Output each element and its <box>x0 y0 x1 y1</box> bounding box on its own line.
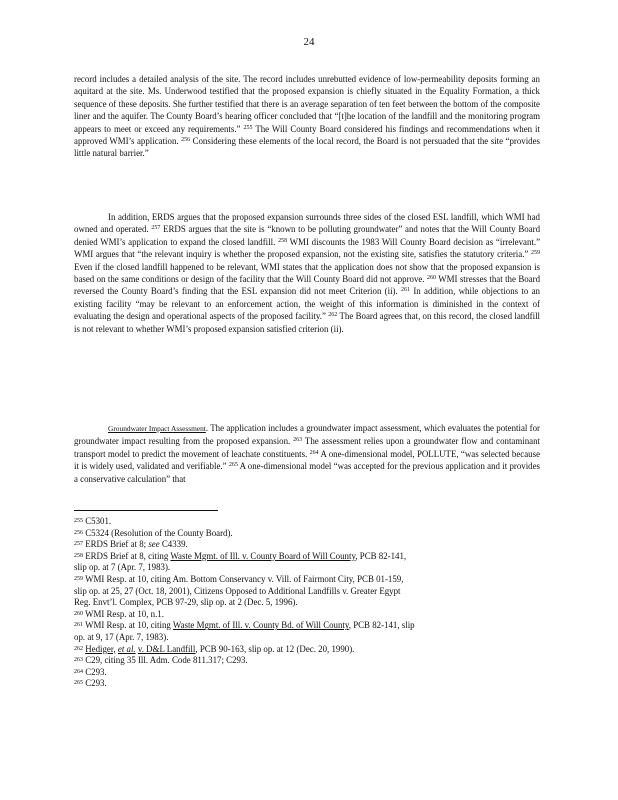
case-name-etal: et al. <box>117 643 136 654</box>
footnote-ref: 265 <box>228 462 238 469</box>
footnote-text: , PCB 90-163, slip op. at 12 (Dec. 20, 1990). <box>195 643 355 654</box>
footnote-258 <box>74 551 540 574</box>
sentence: ERDS argues that the site is “known to be polluting groundwater” and notes that the Will County Board denied WMI’s application to expand the closed landfill. <box>74 224 541 247</box>
footnote-263 <box>74 655 540 667</box>
footnote-number: 261 <box>74 622 83 629</box>
footnote-number: 256 <box>74 529 83 536</box>
footnote-265 <box>74 678 540 690</box>
footnote-number: 263 <box>74 657 83 664</box>
footnote-number: 264 <box>74 668 83 675</box>
sentence: WMI discounts the 1983 Will County Board decision as “irrelevant.” WMI argues that “the relevant inquiry is whether the proposed expansion, not the existing site, satisfies the statutory criteria.” <box>74 236 541 260</box>
footnote-text: , PCB 82-141, <box>355 550 407 561</box>
sentence: The Will County Board considered his findings and recommendations when it approved WMI’s application. <box>74 123 540 147</box>
footnote-261 <box>74 620 540 643</box>
footnote-260 <box>74 609 540 621</box>
footnote-256 <box>74 528 540 540</box>
footnote-text: ERDS Brief at 8, citing <box>85 550 171 561</box>
footnote-text-continued: slip op. at 7 (Apr. 7, 1983). <box>74 562 171 573</box>
case-name: Waste Mgmt. of Ill. v. County Bd. of Will County <box>172 620 349 631</box>
case-name: Hediger, <box>85 643 116 654</box>
footnote-number: 255 <box>74 518 83 524</box>
footnote-divider <box>74 510 218 511</box>
footnote-text-continued: slip op. at 25, 27 (Oct. 18, 2001), Citizens Opposed to Additional Landfills v. Greater Egypt <box>74 585 401 596</box>
sentence: record includes a detailed analysis of the site. The record includes unrebutted evidence of low-permeability deposits forming an aquitard at the site. Ms. Underwood testified that the proposed expansion is chiefly situated in the Equality Formation, a thick sequence of these deposits. She further testified that there is an average separation of ten feet between the bottom of the composite liner and the aquifer. The County Board’s hearing officer concluded that “[t]he location of the landfill and the monitoring program appears to meet or exceed any requirements.” <box>74 74 540 134</box>
footnote-text: C5324 (Resolution of the County Board). <box>85 527 233 538</box>
sentence: The Board agrees that, on this record, the closed landfill is not relevant to whether WMI’s proposed expansion satisfied criterion (ii). <box>74 311 540 334</box>
sentence: A one-dimensional model “was accepted for the previous application and it provides a conservative calculation” that <box>74 461 541 484</box>
footnote-255 <box>74 516 540 528</box>
paragraph-erds-argument <box>74 211 540 335</box>
footnote-ref: 263 <box>293 437 303 444</box>
footnote-ref: 258 <box>278 237 288 244</box>
page-number: 24 <box>303 36 315 48</box>
sentence: . The application includes a groundwater impact assessment, which evaluates the potential for groundwater impact resulting from the proposed expansion. <box>74 423 540 447</box>
footnote-text: C293. <box>85 666 107 677</box>
footnote-number: 257 <box>74 541 83 548</box>
footnote-262 <box>74 644 540 656</box>
footnote-text: C293. <box>85 678 107 689</box>
footnote-ref: 256 <box>181 137 191 144</box>
footnote-ref: 261 <box>401 287 411 294</box>
footnote-number: 258 <box>74 552 83 559</box>
sentence: The assessment relies upon a groundwater flow and contaminant transport model to predict the movement of leachate constituents. <box>74 436 541 459</box>
footnotes <box>74 516 540 690</box>
footnote-ref: 262 <box>328 312 338 319</box>
footnote-number: 265 <box>74 680 83 687</box>
footnote-264 <box>74 667 540 679</box>
sentence: Even if the closed landfill happened to be relevant, WMI states that the application does not show that the proposed expansion is based on the same conditions or design of the facility that the Will County Board did not approve. <box>74 261 540 285</box>
footnote-text: , PCB 82-141, slip <box>348 620 415 631</box>
footnote-text: ERDS Brief at 8; <box>85 539 149 550</box>
footnote-text-continued: op. at 9, 17 (Apr. 7, 1983). <box>74 631 169 642</box>
sentence: In addition, ERDS argues that the proposed expansion surrounds three sides of the closed ESL landfill, which WMI had owned and operated. <box>74 212 540 235</box>
footnote-text: C5301. <box>85 516 112 526</box>
footnote-ref: 255 <box>243 124 253 131</box>
case-name: v. D&L Landfill <box>137 643 196 654</box>
footnote-text: WMI Resp. at 10, citing Am. Bottom Conservancy v. Vill. of Fairmont City, PCB 01-159, <box>85 573 404 584</box>
footnote-text: C29, citing 35 Ill. Adm. Code 811.317; C293. <box>85 655 248 666</box>
footnote-text-continued: Reg. Envt’l. Complex, PCB 97-29, slip op. at 2 (Dec. 5, 1996). <box>74 597 298 608</box>
footnote-ref: 259 <box>531 250 540 257</box>
footnote-259 <box>74 574 540 609</box>
paragraph-site-analysis <box>74 73 540 160</box>
footnote-text: C4339. <box>159 539 188 550</box>
footnote-257 <box>74 539 540 551</box>
case-name: Waste Mgmt. of Ill. v. County Board of Will County <box>170 550 356 561</box>
sentence: Considering these elements of the local record, the Board is not persuaded that the site “provides little natural barrier.” <box>74 136 541 159</box>
footnote-ref: 260 <box>426 275 436 282</box>
footnote-number: 259 <box>74 575 83 582</box>
footnote-number: 260 <box>74 610 83 617</box>
sentence: In addition, while objections to an existing facility “may be relevant to an enforcement action, the weight of this information is diminished in the context of evaluating the design and operational aspects of the proposed facility.” <box>74 286 540 322</box>
footnote-signal: see <box>148 539 160 550</box>
footnote-ref: 264 <box>309 449 319 456</box>
paragraph-groundwater-assessment <box>74 422 540 485</box>
footnote-ref: 257 <box>151 225 161 232</box>
section-heading: Groundwater Impact Assessment <box>108 424 206 433</box>
sentence: A one-dimensional model, POLLUTE, “was selected because it is widely used, validated and verifiable.” <box>74 448 541 472</box>
sentence: WMI stresses that the Board reversed the County Board’s finding that the ESL expansion did not meet Criterion (ii). <box>74 274 541 297</box>
footnote-number: 262 <box>74 645 83 652</box>
footnote-text: WMI Resp. at 10, citing <box>85 620 173 631</box>
footnote-text: WMI Resp. at 10, n.1. <box>85 608 164 619</box>
